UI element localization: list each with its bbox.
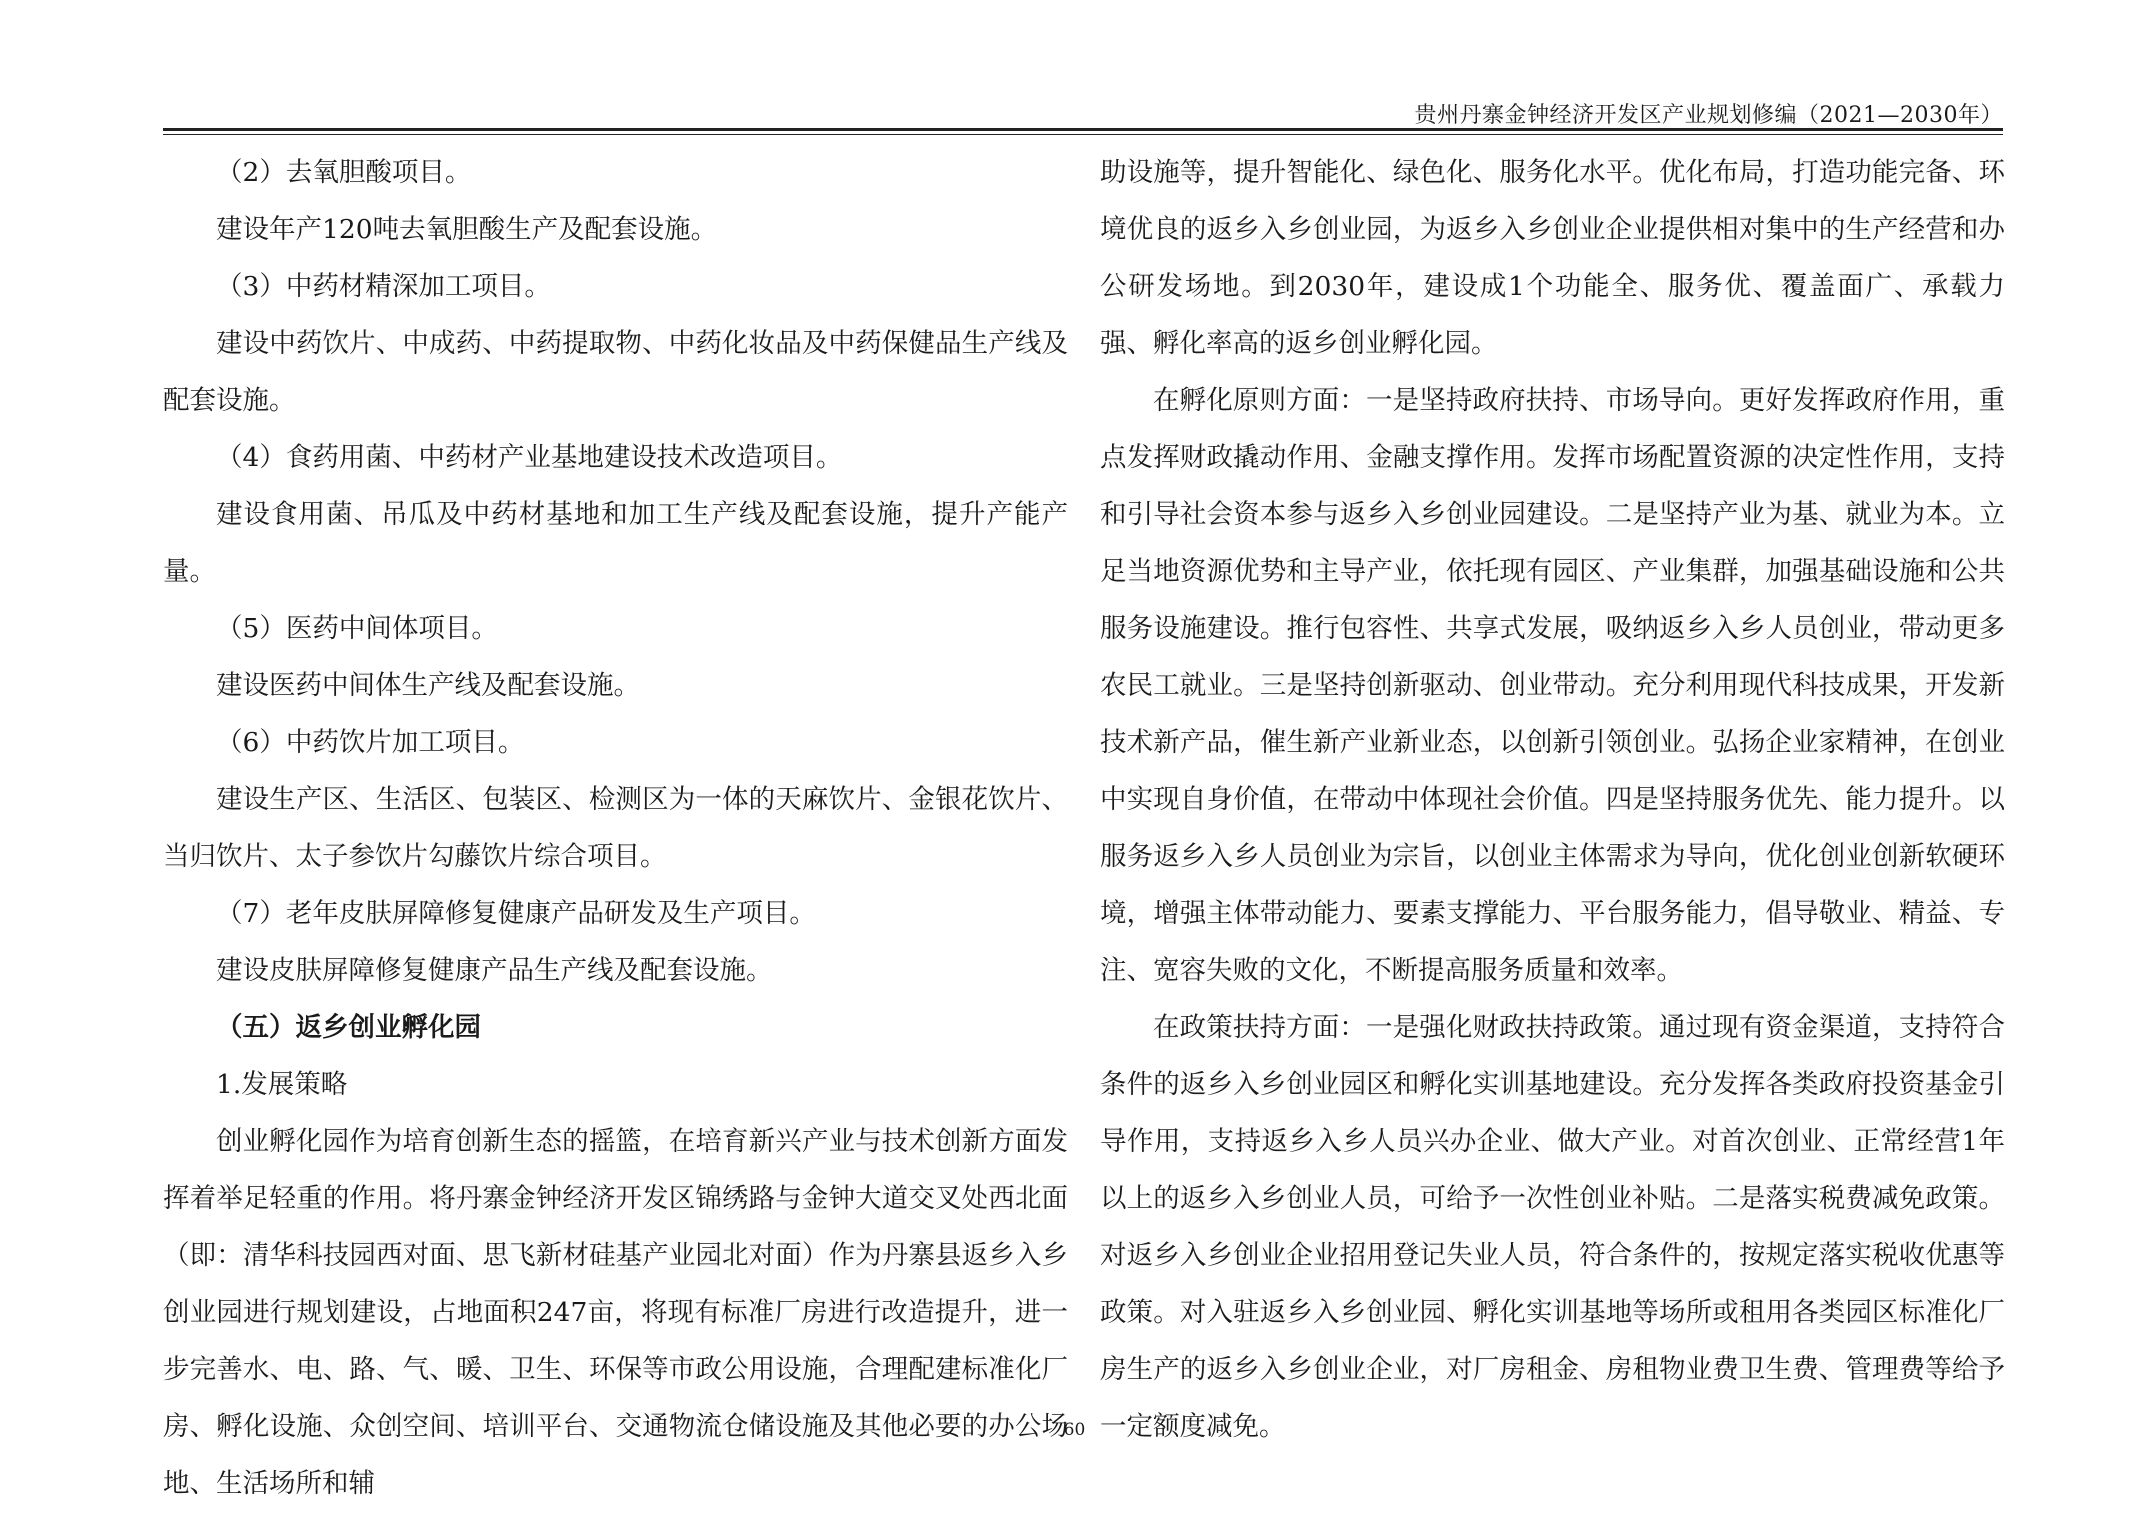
paragraph: 建设医药中间体生产线及配套设施。 [216, 670, 640, 701]
paragraph: 在政策扶持方面：一是强化财政扶持政策。通过现有资金渠道，支持符合条件的返乡入乡创业园区和孵化实训基地建设。充分发挥各类政府投资基金引导作用，支持返乡入乡人员兴办企业、做大产业。对首次创业、正常经营1年以上的返乡入乡创业人员，可给予一次性创业补贴。二是落实税费减免政策。对返乡入乡创业企业招用登记失业人员，符合条件的，按规定落实税收优惠等政策。对入驻返乡入乡创业园、孵化实训基地等场所或租用各类园区标准化厂房生产的返乡入乡创业企业，对厂房租金、房租物业费卫生费、管理费等给予一定额度减免。 [1100, 1012, 2005, 1442]
paragraph: 建设年产120吨去氧胆酸生产及配套设施。 [216, 214, 718, 245]
section-heading: （五）返乡创业孵化园 [216, 1012, 481, 1043]
paragraph: 在孵化原则方面：一是坚持政府扶持、市场导向。更好发挥政府作用，重点发挥财政撬动作用、金融支撑作用。发挥市场配置资源的决定性作用，支持和引导社会资本参与返乡入乡创业园建设。二是坚持产业为基、就业为本。立足当地资源优势和主导产业，依托现有园区、产业集群，加强基础设施和公共服务设施建设。推行包容性、共享式发展，吸纳返乡入乡人员创业，带动更多农民工就业。三是坚持创新驱动、创业带动。充分利用现代科技成果，开发新技术新产品，催生新产业新业态，以创新引领创业。弘扬企业家精神，在创业中实现自身价值，在带动中体现社会价值。四是坚持服务优先、能力提升。以服务返乡入乡人员创业为宗旨，以创业主体需求为导向，优化创业创新软硬环境，增强主体带动能力、要素支撑能力、平台服务能力，倡导敬业、精益、专注、宽容失败的文化，不断提高服务质量和效率。 [1100, 385, 2005, 986]
header-title: 贵州丹寨金钟经济开发区产业规划修编（2021—2030年） [1414, 103, 2003, 128]
paragraph: 建设中药饮片、中成药、中药提取物、中药化妆品及中药保健品生产线及配套设施。 [163, 328, 1068, 416]
paragraph: （4）食药用菌、中药材产业基地建设技术改造项目。 [216, 442, 843, 473]
header-rule-thin [163, 134, 2003, 135]
paragraph: （7）老年皮肤屏障修复健康产品研发及生产项目。 [216, 898, 816, 929]
paragraph: （2）去氧胆酸项目。 [216, 157, 472, 188]
paragraph: 建设皮肤屏障修复健康产品生产线及配套设施。 [216, 955, 773, 986]
paragraph: 创业孵化园作为培育创新生态的摇篮，在培育新兴产业与技术创新方面发挥着举足轻重的作用。将丹寨金钟经济开发区锦绣路与金钟大道交叉处西北面（即：清华科技园西对面、思飞新材硅基产业园北对面）作为丹寨县返乡入乡创业园进行规划建设，占地面积247亩，将现有标准厂房进行改造提升，进一步完善水、电、路、气、暖、卫生、环保等市政公用设施，合理配建标准化厂房、孵化设施、众创空间、培训平台、交通物流仓储设施及其他必要的办公场地、生活场所和辅 [163, 1126, 1068, 1499]
paragraph: 建设食用菌、吊瓜及中药材基地和加工生产线及配套设施，提升产能产量。 [163, 499, 1068, 587]
paragraph: （3）中药材精深加工项目。 [216, 271, 551, 302]
paragraph: 助设施等，提升智能化、绿色化、服务化水平。优化布局，打造功能完备、环境优良的返乡入乡创业园，为返乡入乡创业企业提供相对集中的生产经营和办公研发场地。到2030年，建设成1个功能全、服务优、覆盖面广、承载力强、孵化率高的返乡创业孵化园。 [1100, 157, 2005, 359]
left-column [163, 144, 1068, 1512]
page-number: 60 [1063, 1420, 1086, 1440]
right-column [1100, 144, 2005, 1455]
paragraph: （6）中药饮片加工项目。 [216, 727, 525, 758]
header-rule-thick [163, 128, 2003, 131]
paragraph: 建设生产区、生活区、包装区、检测区为一体的天麻饮片、金银花饮片、当归饮片、太子参饮片勾藤饮片综合项目。 [163, 784, 1068, 872]
paragraph: 1.发展策略 [216, 1069, 348, 1100]
paragraph: （5）医药中间体项目。 [216, 613, 498, 644]
